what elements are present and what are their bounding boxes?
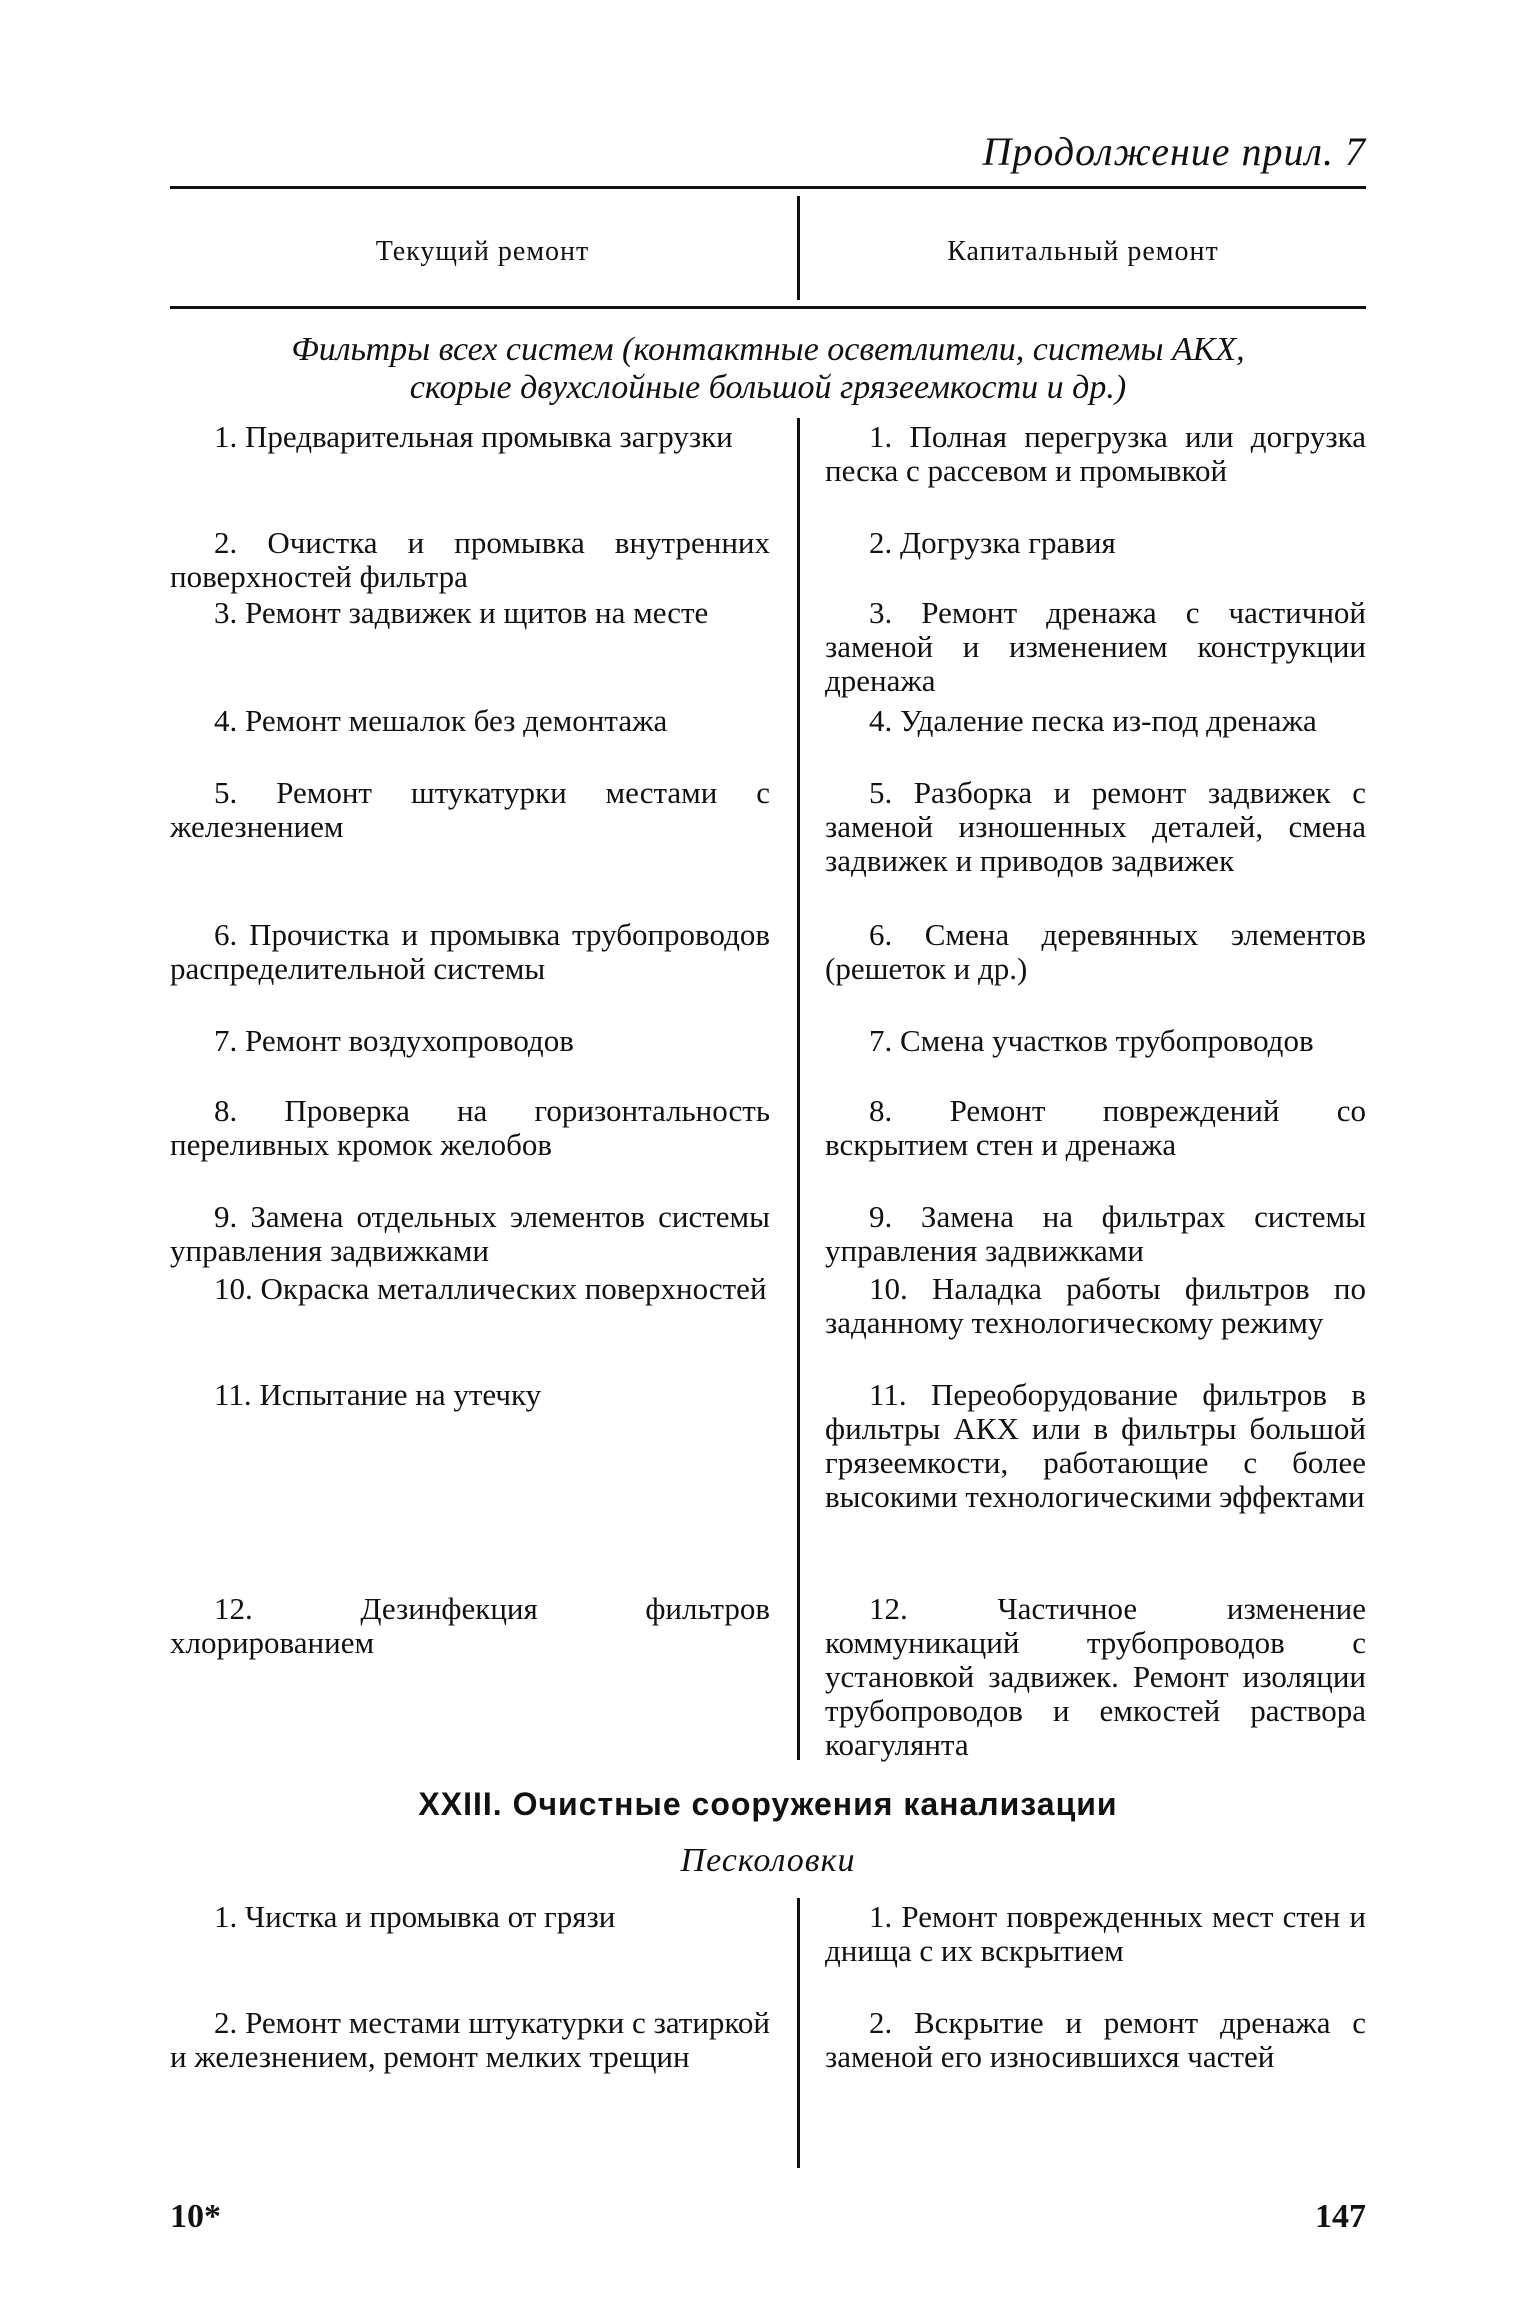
- filters-row-12-right: 12. Частичное изменение коммуникаций трубопроводов с установкой задвижек. Ремонт изоляции трубопроводов и емкостей раствора коагулянта: [825, 1591, 1366, 1762]
- column-header-capital-repair: Капитальный ремонт: [947, 236, 1219, 267]
- sand-traps-row-1-right: 1. Ремонт поврежденных мест стен и днища с их вскрытием: [825, 1899, 1366, 1968]
- filters-row-10-right: 10. Наладка работы фильтров по заданному технологическому режиму: [825, 1271, 1366, 1340]
- page-number: 147: [1315, 2198, 1366, 2235]
- filters-row-6-left: 6. Прочистка и промывка трубопроводов распределительной системы: [170, 917, 770, 986]
- filters-row-12-left: 12. Дезинфекция фильтров хлорированием: [170, 1591, 770, 1660]
- sand-traps-column-divider: [797, 1898, 800, 2168]
- filters-row-11-left: 11. Испытание на утечку: [214, 1377, 542, 1412]
- column-header-current-repair: Текущий ремонт: [375, 236, 590, 267]
- sand-traps-row-2-left: 2. Ремонт местами штукатурки с затиркой и железнением, ремонт мелких трещин: [170, 2005, 770, 2074]
- filters-row-11-right: 11. Переоборудование фильтров в фильтры АКХ или в фильтры большой грязеемкости, работающие с более высокими технологическими эффектами: [825, 1377, 1366, 1514]
- header-column-divider: [797, 196, 800, 300]
- filters-row-5-right: 5. Разборка и ремонт задвижек с заменой изношенных деталей, смена задвижек и приводов задвижек: [825, 775, 1366, 878]
- filters-row-3-left: 3. Ремонт задвижек и щитов на месте: [214, 595, 709, 630]
- page-header-continuation: Продолжение прил. 7: [982, 129, 1366, 174]
- filters-row-6-right: 6. Смена деревянных элементов (решеток и др.): [825, 917, 1366, 986]
- filters-row-8-left: 8. Проверка на горизонтальность переливных кромок желобов: [170, 1093, 770, 1162]
- filters-row-4-right: 4. Удаление песка из-под дренажа: [869, 703, 1317, 738]
- section-title-line1: Фильтры всех систем (контактные осветлители, системы АКХ,: [291, 331, 1245, 368]
- signature-mark: 10*: [170, 2198, 221, 2235]
- filters-row-2-right: 2. Догрузка гравия: [869, 525, 1116, 560]
- filters-row-5-left: 5. Ремонт штукатурки местами с железнением: [170, 775, 770, 844]
- filters-row-2-left: 2. Очистка и промывка внутренних поверхностей фильтра: [170, 525, 770, 594]
- filters-row-9-right: 9. Замена на фильтрах системы управления задвижками: [825, 1199, 1366, 1268]
- filters-row-1-right: 1. Полная перегрузка или догрузка песка с рассевом и промывкой: [825, 419, 1366, 488]
- sand-traps-row-1-left: 1. Чистка и промывка от грязи: [214, 1899, 616, 1934]
- filters-row-4-left: 4. Ремонт мешалок без демонтажа: [214, 703, 668, 738]
- header-bottom-rule: [170, 306, 1366, 309]
- subsection-heading-sand-traps: Песколовки: [680, 1842, 856, 1879]
- top-rule: [170, 186, 1366, 189]
- filters-row-10-left: 10. Окраска металлических поверхностей: [214, 1271, 767, 1306]
- filters-row-9-left: 9. Замена отдельных элементов системы управления задвижками: [170, 1199, 770, 1268]
- section-heading-xxiii: XXIII. Очистные сооружения канализации: [418, 1786, 1118, 1822]
- section-title-line2: скорые двухслойные большой грязеемкости и др.): [409, 369, 1127, 406]
- filters-row-3-right: 3. Ремонт дренажа с частичной заменой и изменением конструкции дренажа: [825, 595, 1366, 698]
- table-column-divider: [797, 418, 800, 1760]
- filters-row-1-left: 1. Предварительная промывка загрузки: [214, 419, 733, 454]
- filters-row-7-right: 7. Смена участков трубопроводов: [869, 1023, 1314, 1058]
- filters-row-8-right: 8. Ремонт повреждений со вскрытием стен и дренажа: [825, 1093, 1366, 1162]
- sand-traps-row-2-right: 2. Вскрытие и ремонт дренажа с заменой его износившихся частей: [825, 2005, 1366, 2074]
- filters-row-7-left: 7. Ремонт воздухопроводов: [214, 1023, 574, 1058]
